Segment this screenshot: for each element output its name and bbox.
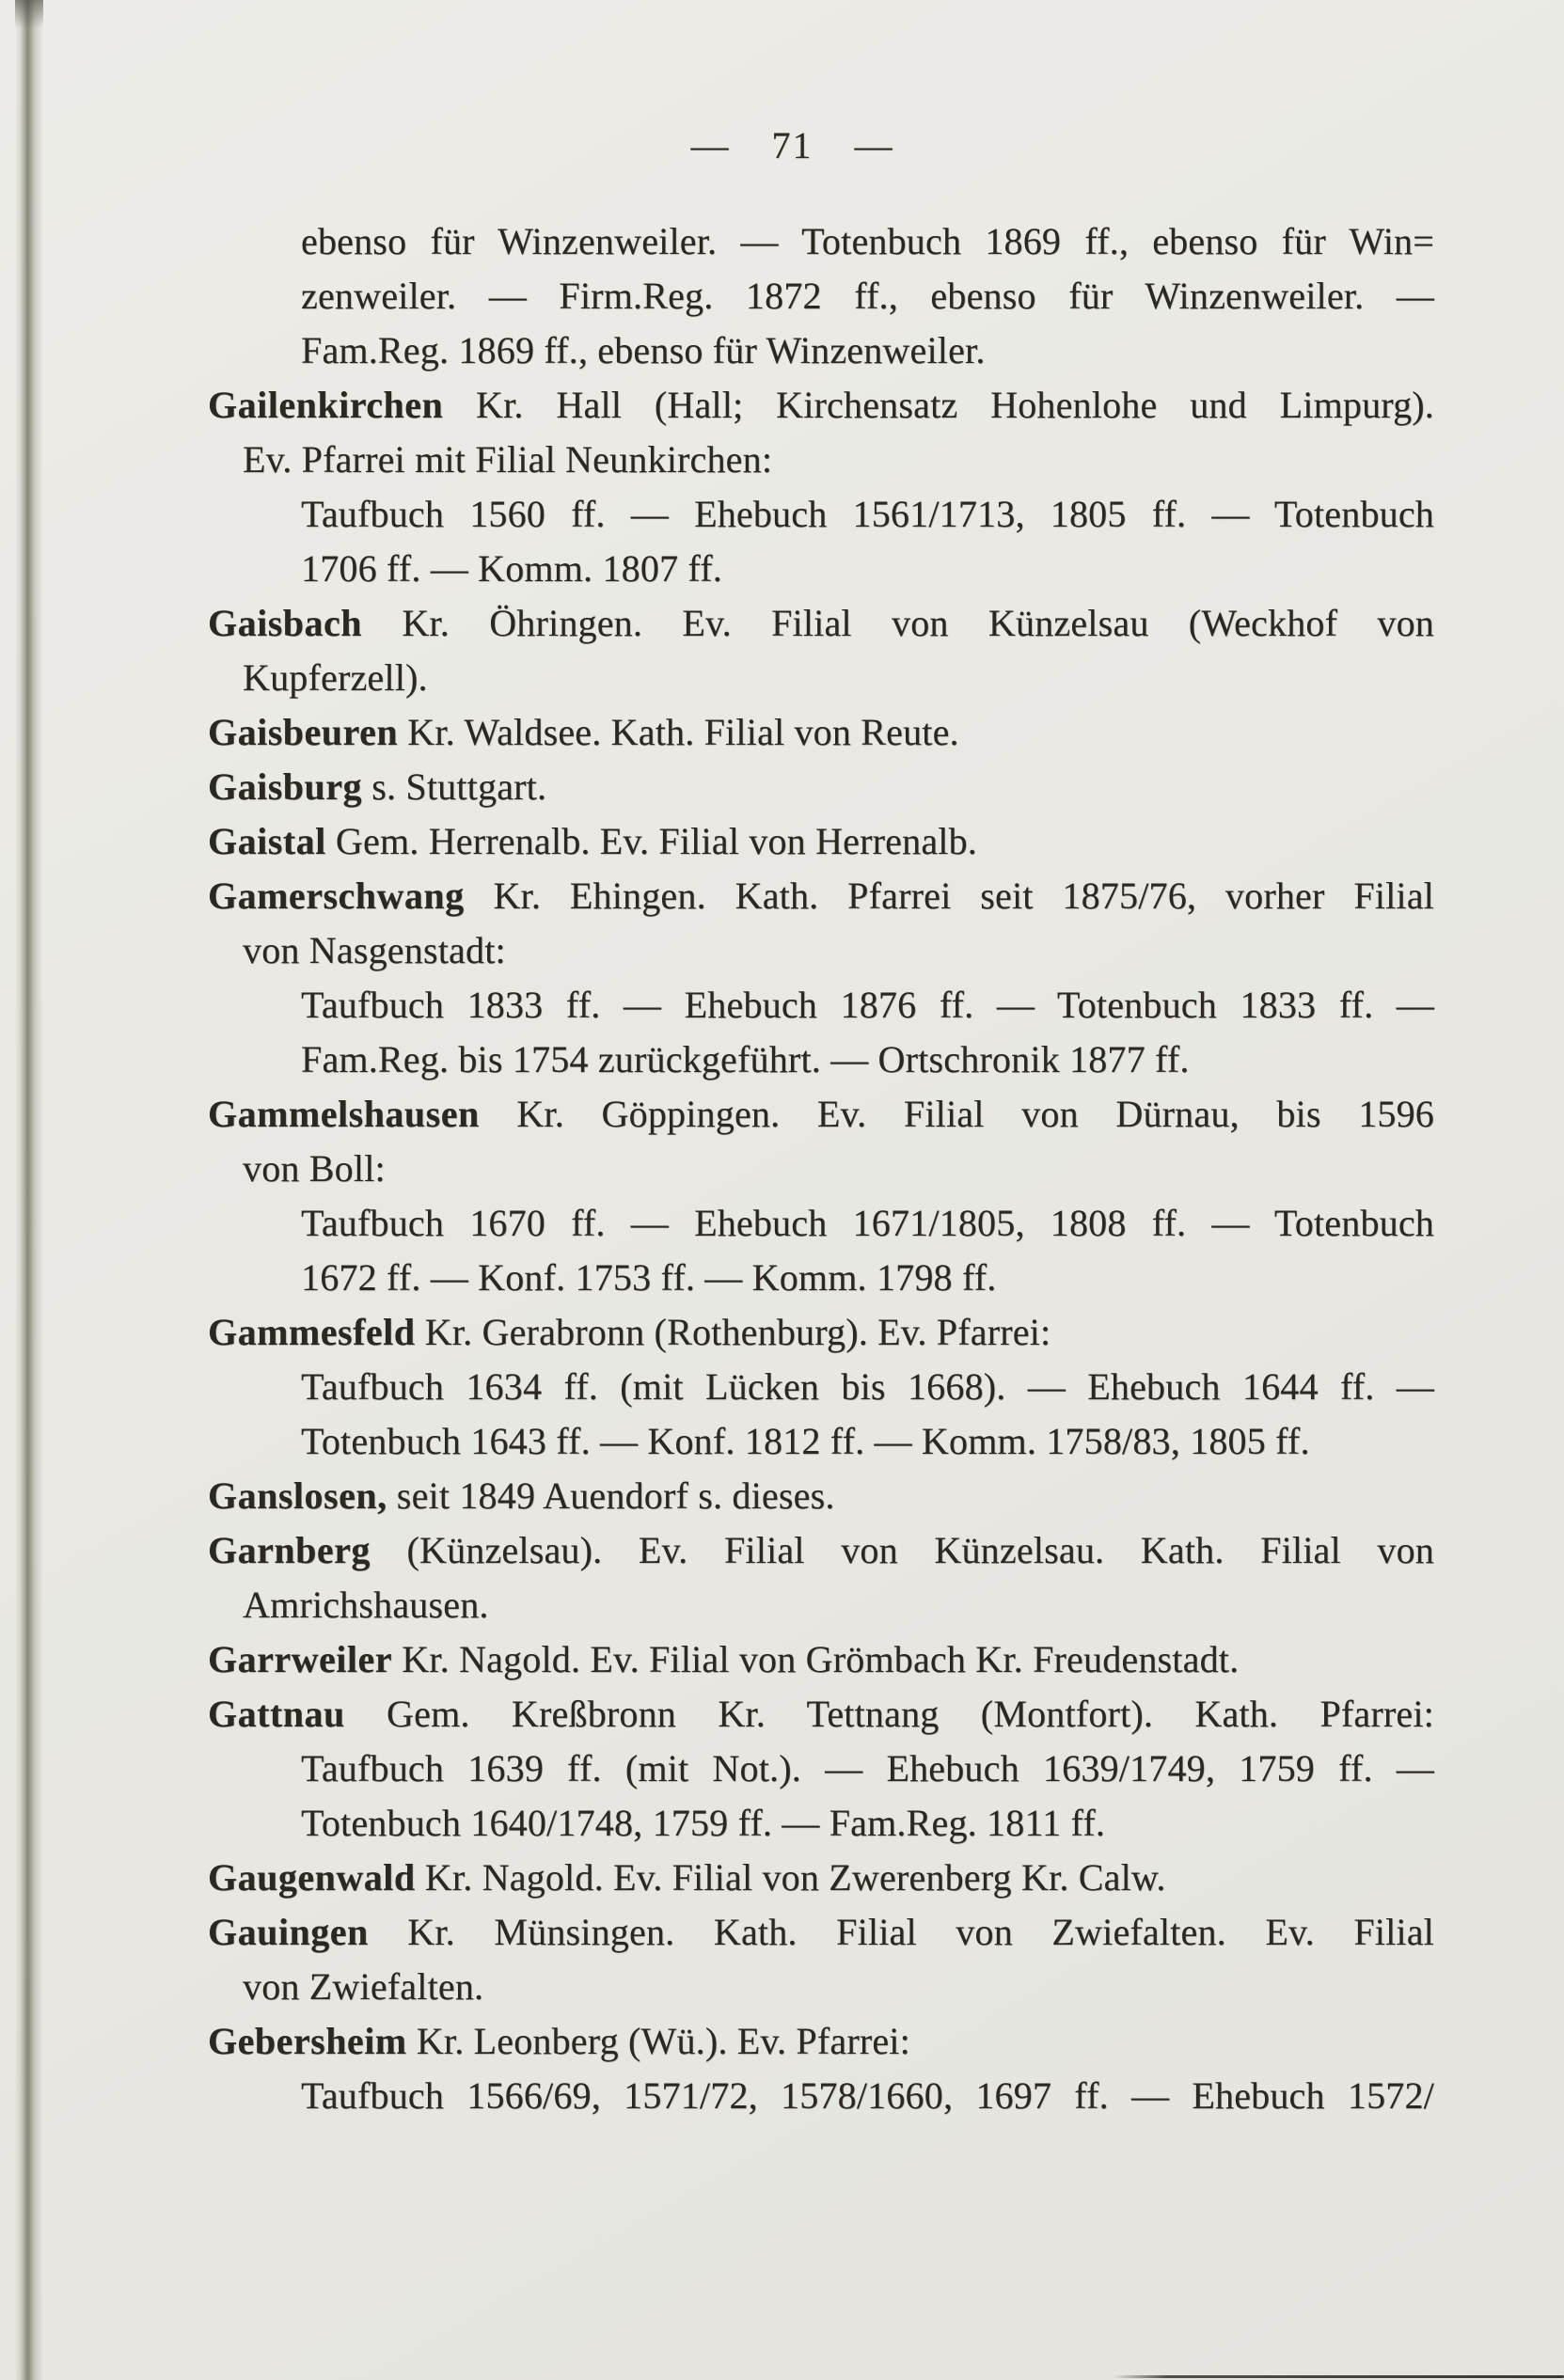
record-line bbox=[208, 1251, 1434, 1305]
page-number: — 71 — bbox=[690, 124, 894, 166]
text-line bbox=[208, 214, 1434, 269]
entry-line bbox=[208, 760, 1434, 814]
page-gutter-shadow bbox=[15, 0, 43, 2380]
entry-line bbox=[208, 1469, 1434, 1523]
line-text: Gem. Kreßbronn Kr. Tettnang (Montfort). Kath. Pfarrei: bbox=[344, 1693, 1434, 1735]
record-line bbox=[208, 978, 1434, 1032]
line-text: Gem. Herrenalb. Ev. Filial von Herrenalb. bbox=[325, 820, 977, 862]
page-gutter-shadow-top bbox=[15, 0, 43, 28]
entry-headword: Gammesfeld bbox=[208, 1311, 416, 1353]
text-line bbox=[208, 433, 1434, 487]
text-line bbox=[208, 269, 1434, 323]
page-bottom-edge-shadow bbox=[1113, 2375, 1564, 2378]
line-text: von Zwiefalten. bbox=[243, 1965, 484, 2008]
line-text: zenweiler. — Firm.Reg. 1872 ff., ebenso für Winzenweiler. — bbox=[301, 275, 1434, 317]
text-line bbox=[208, 1578, 1434, 1632]
entry-headword: Gebersheim bbox=[208, 2020, 407, 2062]
entry-line bbox=[208, 814, 1434, 869]
line-text: 1706 ff. — Komm. 1807 ff. bbox=[301, 547, 722, 590]
entry-line bbox=[208, 596, 1434, 651]
entry-headword: Garnberg bbox=[208, 1529, 371, 1571]
line-text: Fam.Reg. bis 1754 zurückgeführt. — Ortschronik 1877 ff. bbox=[301, 1038, 1190, 1080]
line-text: von Boll: bbox=[243, 1147, 386, 1190]
line-text: Fam.Reg. 1869 ff., ebenso für Winzenweiler. bbox=[301, 329, 986, 371]
text-line bbox=[208, 323, 1434, 378]
line-text: Ev. Pfarrei mit Filial Neunkirchen: bbox=[243, 438, 773, 481]
entry-line bbox=[208, 1905, 1434, 1960]
text-line bbox=[208, 1960, 1434, 2014]
line-text: Kr. Münsingen. Kath. Filial von Zwiefalten. Ev. Filial bbox=[368, 1911, 1434, 1953]
record-line bbox=[208, 2069, 1434, 2123]
entry-headword: Gaisbeuren bbox=[208, 711, 399, 753]
entry-headword: Gaisburg bbox=[208, 765, 363, 808]
line-text: Kr. Gerabronn (Rothenburg). Ev. Pfarrei: bbox=[415, 1311, 1051, 1353]
entry-headword: Gamerschwang bbox=[208, 875, 465, 917]
line-text: Taufbuch 1670 ff. — Ehebuch 1671/1805, 1808 ff. — Totenbuch bbox=[301, 1202, 1434, 1244]
line-text: (Künzelsau). Ev. Filial von Künzelsau. Kath. Filial von bbox=[370, 1529, 1434, 1571]
text-line bbox=[208, 651, 1434, 705]
entry-headword: Gattnau bbox=[208, 1693, 345, 1735]
line-text: Kr. Hall (Hall; Kirchensatz Hohenlohe und Limpurg). bbox=[443, 384, 1434, 426]
line-text: seit 1849 Auendorf s. dieses. bbox=[387, 1474, 835, 1517]
line-text: Taufbuch 1634 ff. (mit Lücken bis 1668). — Ehebuch 1644 ff. — bbox=[301, 1365, 1434, 1408]
line-text: Kr. Göppingen. Ev. Filial von Dürnau, bis 1596 bbox=[479, 1093, 1434, 1135]
record-line bbox=[208, 1742, 1434, 1796]
line-text: von Nasgenstadt: bbox=[243, 929, 506, 971]
record-line bbox=[208, 1360, 1434, 1414]
line-text: Kr. Öhringen. Ev. Filial von Künzelsau (Weckhof von bbox=[362, 602, 1434, 644]
record-line bbox=[208, 1414, 1434, 1469]
entry-line bbox=[208, 1632, 1434, 1687]
entry-headword: Garrweiler bbox=[208, 1638, 392, 1680]
line-text: ebenso für Winzenweiler. — Totenbuch 1869 ff., ebenso für Win= bbox=[301, 220, 1434, 262]
entry-line bbox=[208, 1851, 1434, 1905]
entry-line bbox=[208, 1523, 1434, 1578]
entry-line bbox=[208, 1305, 1434, 1360]
entry-headword: Gaisbach bbox=[208, 602, 363, 644]
line-text: Totenbuch 1643 ff. — Konf. 1812 ff. — Komm. 1758/83, 1805 ff. bbox=[301, 1420, 1310, 1462]
line-text: Totenbuch 1640/1748, 1759 ff. — Fam.Reg. 1811 ff. bbox=[301, 1802, 1106, 1844]
record-line bbox=[208, 487, 1434, 542]
line-text: Taufbuch 1560 ff. — Ehebuch 1561/1713, 1805 ff. — Totenbuch bbox=[301, 493, 1434, 535]
page-text-block bbox=[208, 214, 1434, 2123]
line-text: Taufbuch 1566/69, 1571/72, 1578/1660, 1697 ff. — Ehebuch 1572/ bbox=[301, 2074, 1434, 2117]
entry-headword: Gauingen bbox=[208, 1911, 369, 1953]
entry-headword: Gaugenwald bbox=[208, 1856, 416, 1899]
line-text: Kr. Waldsee. Kath. Filial von Reute. bbox=[398, 711, 959, 753]
line-text: Kr. Nagold. Ev. Filial von Grömbach Kr. Freudenstadt. bbox=[392, 1638, 1240, 1680]
text-line bbox=[208, 923, 1434, 978]
entry-line bbox=[208, 705, 1434, 760]
line-text: Kupferzell). bbox=[243, 656, 428, 699]
line-text: Kr. Ehingen. Kath. Pfarrei seit 1875/76, vorher Filial bbox=[464, 875, 1434, 917]
text-line bbox=[208, 1142, 1434, 1196]
entry-line bbox=[208, 378, 1434, 433]
record-line bbox=[208, 1796, 1434, 1851]
entry-headword: Gailenkirchen bbox=[208, 384, 444, 426]
line-text: Kr. Leonberg (Wü.). Ev. Pfarrei: bbox=[406, 2020, 910, 2062]
line-text: 1672 ff. — Konf. 1753 ff. — Komm. 1798 ff. bbox=[301, 1256, 997, 1299]
record-line bbox=[208, 1196, 1434, 1251]
entry-headword: Gammelshausen bbox=[208, 1093, 480, 1135]
line-text: Taufbuch 1639 ff. (mit Not.). — Ehebuch 1639/1749, 1759 ff. — bbox=[301, 1747, 1434, 1789]
entry-line bbox=[208, 869, 1434, 923]
record-line bbox=[208, 542, 1434, 596]
entry-line bbox=[208, 2014, 1434, 2069]
entry-headword: Ganslosen, bbox=[208, 1474, 387, 1517]
entry-line bbox=[208, 1687, 1434, 1742]
record-line bbox=[208, 1032, 1434, 1087]
entry-headword: Gaistal bbox=[208, 820, 326, 862]
line-text: Taufbuch 1833 ff. — Ehebuch 1876 ff. — Totenbuch 1833 ff. — bbox=[301, 984, 1434, 1026]
line-text: Amrichshausen. bbox=[243, 1584, 489, 1626]
line-text: Kr. Nagold. Ev. Filial von Zwerenberg Kr. Calw. bbox=[415, 1856, 1166, 1899]
entry-line bbox=[208, 1087, 1434, 1142]
line-text: s. Stuttgart. bbox=[362, 765, 547, 808]
